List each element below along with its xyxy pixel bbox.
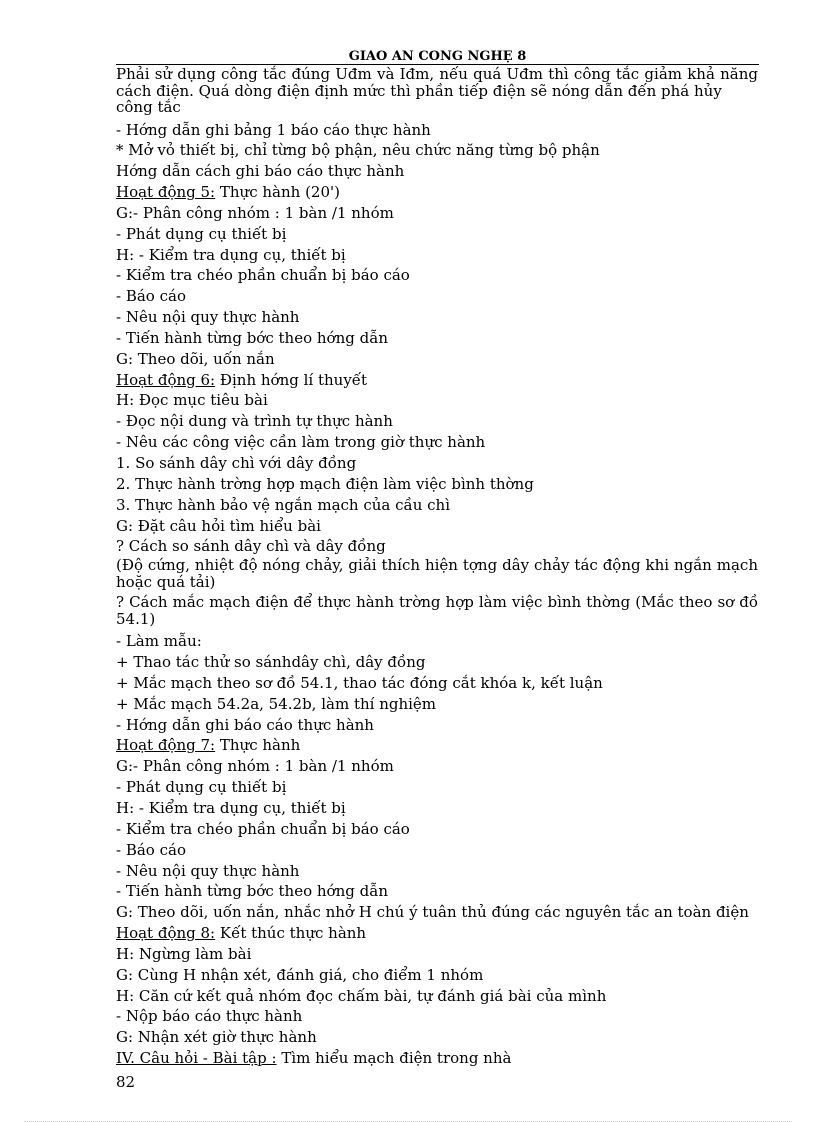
text-line: G: Theo dõi, uốn nắn, nhắc nhở H chú ý tuân thủ đúng các nguyên tắc an toàn điện bbox=[116, 903, 749, 922]
text-line: G: Cùng H nhận xét, đánh giá, cho điểm 1 nhóm bbox=[116, 965, 484, 984]
activity-label: Hoạt động 7: bbox=[116, 736, 216, 755]
text-line: ? Cách so sánh dây chì và dây đồng bbox=[116, 537, 386, 556]
intro-paragraph-end: công tắc bbox=[116, 98, 181, 116]
text-line: G:- Phân công nhóm : 1 bàn /1 nhóm bbox=[116, 203, 394, 222]
text-line: * Mở vỏ thiết bị, chỉ từng bộ phận, nêu chức năng từng bộ phận bbox=[116, 141, 600, 160]
text-line: - Báo cáo bbox=[116, 287, 186, 306]
text-line: - Làm mẫu: bbox=[116, 632, 202, 651]
text-line: H: Căn cứ kết quả nhóm đọc chấm bài, tự đánh giá bài của mình bbox=[116, 986, 607, 1005]
activity-label: Hoạt động 8: bbox=[116, 924, 216, 943]
text-line: G: Theo dõi, uốn nắn bbox=[116, 349, 275, 368]
page-number: 82 bbox=[116, 1073, 136, 1091]
text-line: - Phát dụng cụ thiết bị bbox=[116, 778, 287, 797]
header-title: GIÁO ÁN CÔNG NGHỆ 8 bbox=[348, 50, 527, 64]
intro-paragraph: Phải sử dụng công tắc đúng Uđm và Iđm, nếu quá Uđm thì công tắc giảm khả năng cách điện. Quá dòng điện định mức thì phần tiếp điện sẽ nóng dẫn đến phá hủy bbox=[116, 65, 758, 100]
activity-heading: Hoạt động 8: Kết thúc thực hành bbox=[116, 924, 367, 943]
text-line: G: Nhận xét giờ thực hành bbox=[116, 1028, 317, 1047]
text-line: - Nêu các công việc cần làm trong giờ thực hành bbox=[116, 433, 486, 452]
text-line: 1. So sánh dây chì với dây đồng bbox=[116, 454, 357, 472]
text-line: - Đọc nội dung và trình tự thực hành bbox=[116, 412, 393, 431]
activity-heading: Hoạt động 6: Định hớng lí thuyết bbox=[116, 370, 368, 389]
text-line: - Nộp báo cáo thực hành bbox=[116, 1007, 303, 1026]
text-line: Hớng dẫn cách ghi báo cáo thực hành bbox=[116, 162, 405, 181]
bottom-divider bbox=[24, 1121, 792, 1122]
text-line: - Kiểm tra chéo phần chuẩn bị báo cáo bbox=[116, 819, 410, 838]
text-line: - Tiến hành từng bớc theo hớng dẫn bbox=[116, 328, 389, 347]
activity-label: Hoạt động 5: bbox=[116, 183, 216, 202]
text-line: H: - Kiểm tra dụng cụ, thiết bị bbox=[116, 245, 346, 264]
activity-heading: Hoạt động 7: Thực hành bbox=[116, 736, 301, 755]
text-line: + Thao tác thử so sánhdây chì, dây đồng bbox=[116, 653, 426, 672]
text-line: + Mắc mạch theo sơ đồ 54.1, thao tác đóng cắt khóa k, kết luận bbox=[116, 673, 603, 692]
text-line: 3. Thực hành bảo vệ ngắn mạch của cầu chì bbox=[116, 495, 451, 514]
text-line: - Tiến hành từng bớc theo hớng dẫn bbox=[116, 882, 389, 901]
text-line: 2. Thực hành trờng hợp mạch điện làm việc bình thờng bbox=[116, 474, 534, 493]
text-line: G:- Phân công nhóm : 1 bàn /1 nhóm bbox=[116, 757, 394, 776]
text-line: - Nêu nội quy thực hành bbox=[116, 861, 300, 880]
text-line: - Báo cáo bbox=[116, 840, 186, 859]
section-heading: IV. Câu hỏi - Bài tập : Tìm hiểu mạch điện trong nhà bbox=[116, 1049, 512, 1068]
text-line: - Kiểm tra chéo phần chuẩn bị báo cáo bbox=[116, 266, 410, 285]
text-line: H: - Kiểm tra dụng cụ, thiết bị bbox=[116, 798, 346, 817]
activity-heading: Hoạt động 5: Thực hành (20') bbox=[116, 183, 340, 202]
text-line: H: Ngừng làm bài bbox=[116, 944, 252, 963]
text-line: - Phát dụng cụ thiết bị bbox=[116, 224, 287, 243]
answer-paragraph: (Độ cứng, nhiệt độ nóng chảy, giải thích hiện tợng dây chảy tác động khi ngắn mạch hoặc quá tải) bbox=[116, 556, 758, 591]
section-label: IV. Câu hỏi - Bài tập : bbox=[116, 1049, 277, 1068]
page-header bbox=[116, 50, 759, 65]
text-line: - Nêu nội quy thực hành bbox=[116, 308, 300, 327]
lesson-content bbox=[116, 66, 758, 1069]
text-line: + Mắc mạch 54.2a, 54.2b, làm thí nghiệm bbox=[116, 694, 437, 713]
activity-label: Hoạt động 6: bbox=[116, 370, 216, 389]
question-paragraph: ? Cách mắc mạch điện để thực hành trờng hợp làm việc bình thờng (Mắc theo sơ đồ 54.1) bbox=[116, 593, 758, 628]
text-line: G: Đặt câu hỏi tìm hiểu bài bbox=[116, 516, 321, 535]
text-line: - Hớng dẫn ghi bảng 1 báo cáo thực hành bbox=[116, 120, 431, 139]
text-line: - Hớng dẫn ghi báo cáo thực hành bbox=[116, 715, 374, 734]
text-line: H: Đọc mục tiêu bài bbox=[116, 391, 268, 410]
